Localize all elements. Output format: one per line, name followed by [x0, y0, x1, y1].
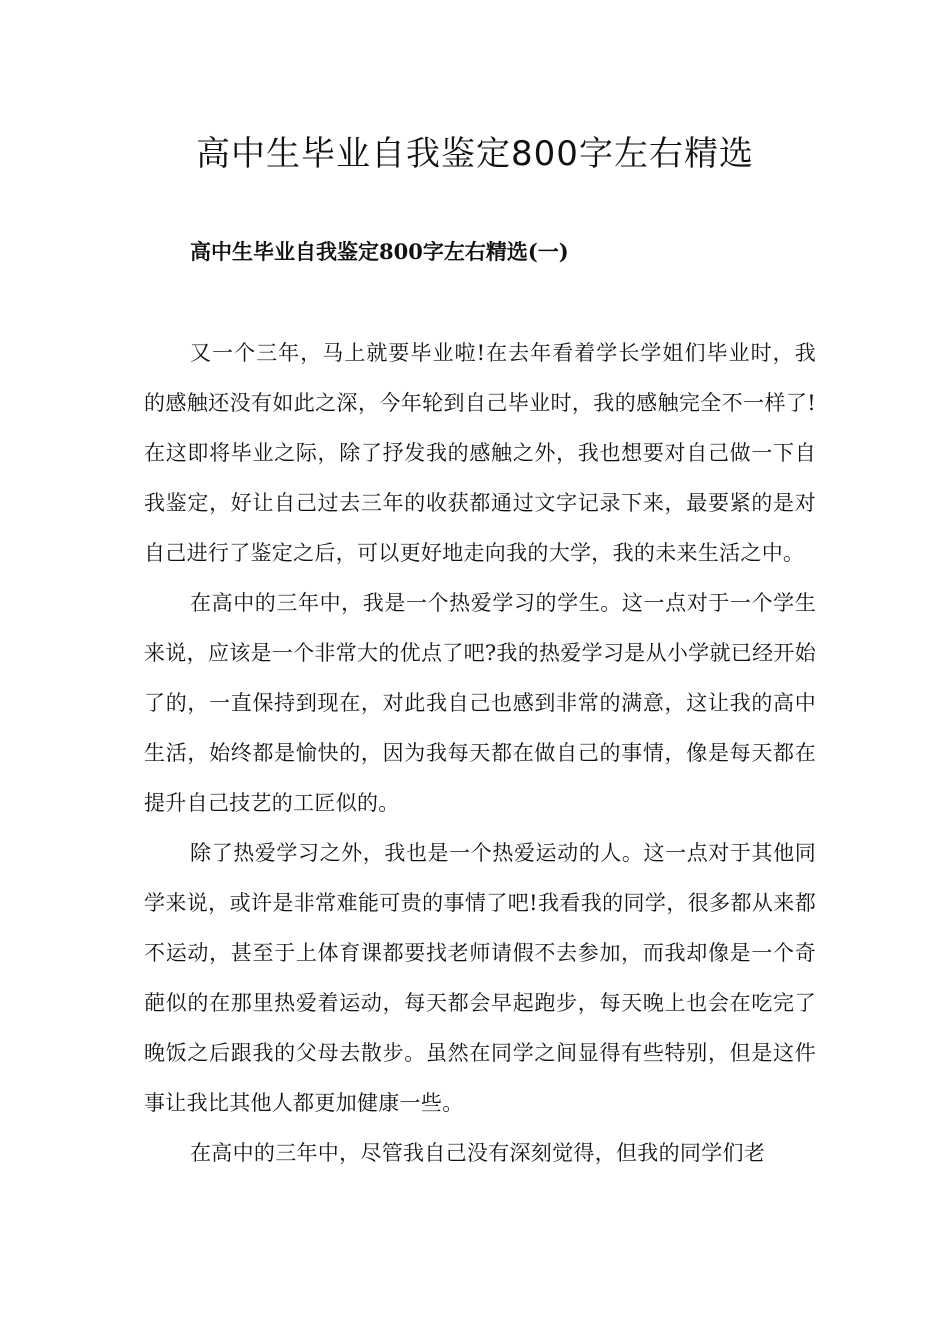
- paragraph: 除了热爱学习之外，我也是一个热爱运动的人。这一点对于其他同学来说，或许是非常难能可贵的事情了吧!我看我的同学，很多都从来都不运动，甚至于上体育课都要找老师请假不去参加，而我却像是一个奇葩似的在那里热爱着运动，每天都会早起跑步，每天晚上也会在吃完了晚饭之后跟我的父母去散步。虽然在同学之间显得有些特别，但是这件事让我比其他人都更加健康一些。: [144, 841, 816, 1115]
- paragraph: 在高中的三年中，尽管我自己没有深刻觉得，但我的同学们老: [190, 1141, 766, 1165]
- paragraph: 在高中的三年中，我是一个热爱学习的学生。这一点对于一个学生来说，应该是一个非常大的优点了吧?我的热爱学习是从小学就已经开始了的，一直保持到现在，对此我自己也感到非常的满意，这让我的高中生活，始终都是愉快的，因为我每天都在做自己的事情，像是每天都在提升自己技艺的工匠似的。: [144, 591, 816, 815]
- document-title: 高中生毕业自我鉴定800字左右精选: [196, 134, 754, 174]
- document-subtitle: 高中生毕业自我鉴定800字左右精选(一): [190, 239, 569, 264]
- paragraph: 又一个三年，马上就要毕业啦!在去年看着学长学姐们毕业时，我的感触还没有如此之深，今年轮到自己毕业时，我的感触完全不一样了!在这即将毕业之际，除了抒发我的感触之外，我也想要对自己做一下自我鉴定，好让自己过去三年的收获都通过文字记录下来，最要紧的是对自己进行了鉴定之后，可以更好地走向我的大学，我的未来生活之中。: [144, 341, 816, 565]
- document-body: [144, 328, 816, 1178]
